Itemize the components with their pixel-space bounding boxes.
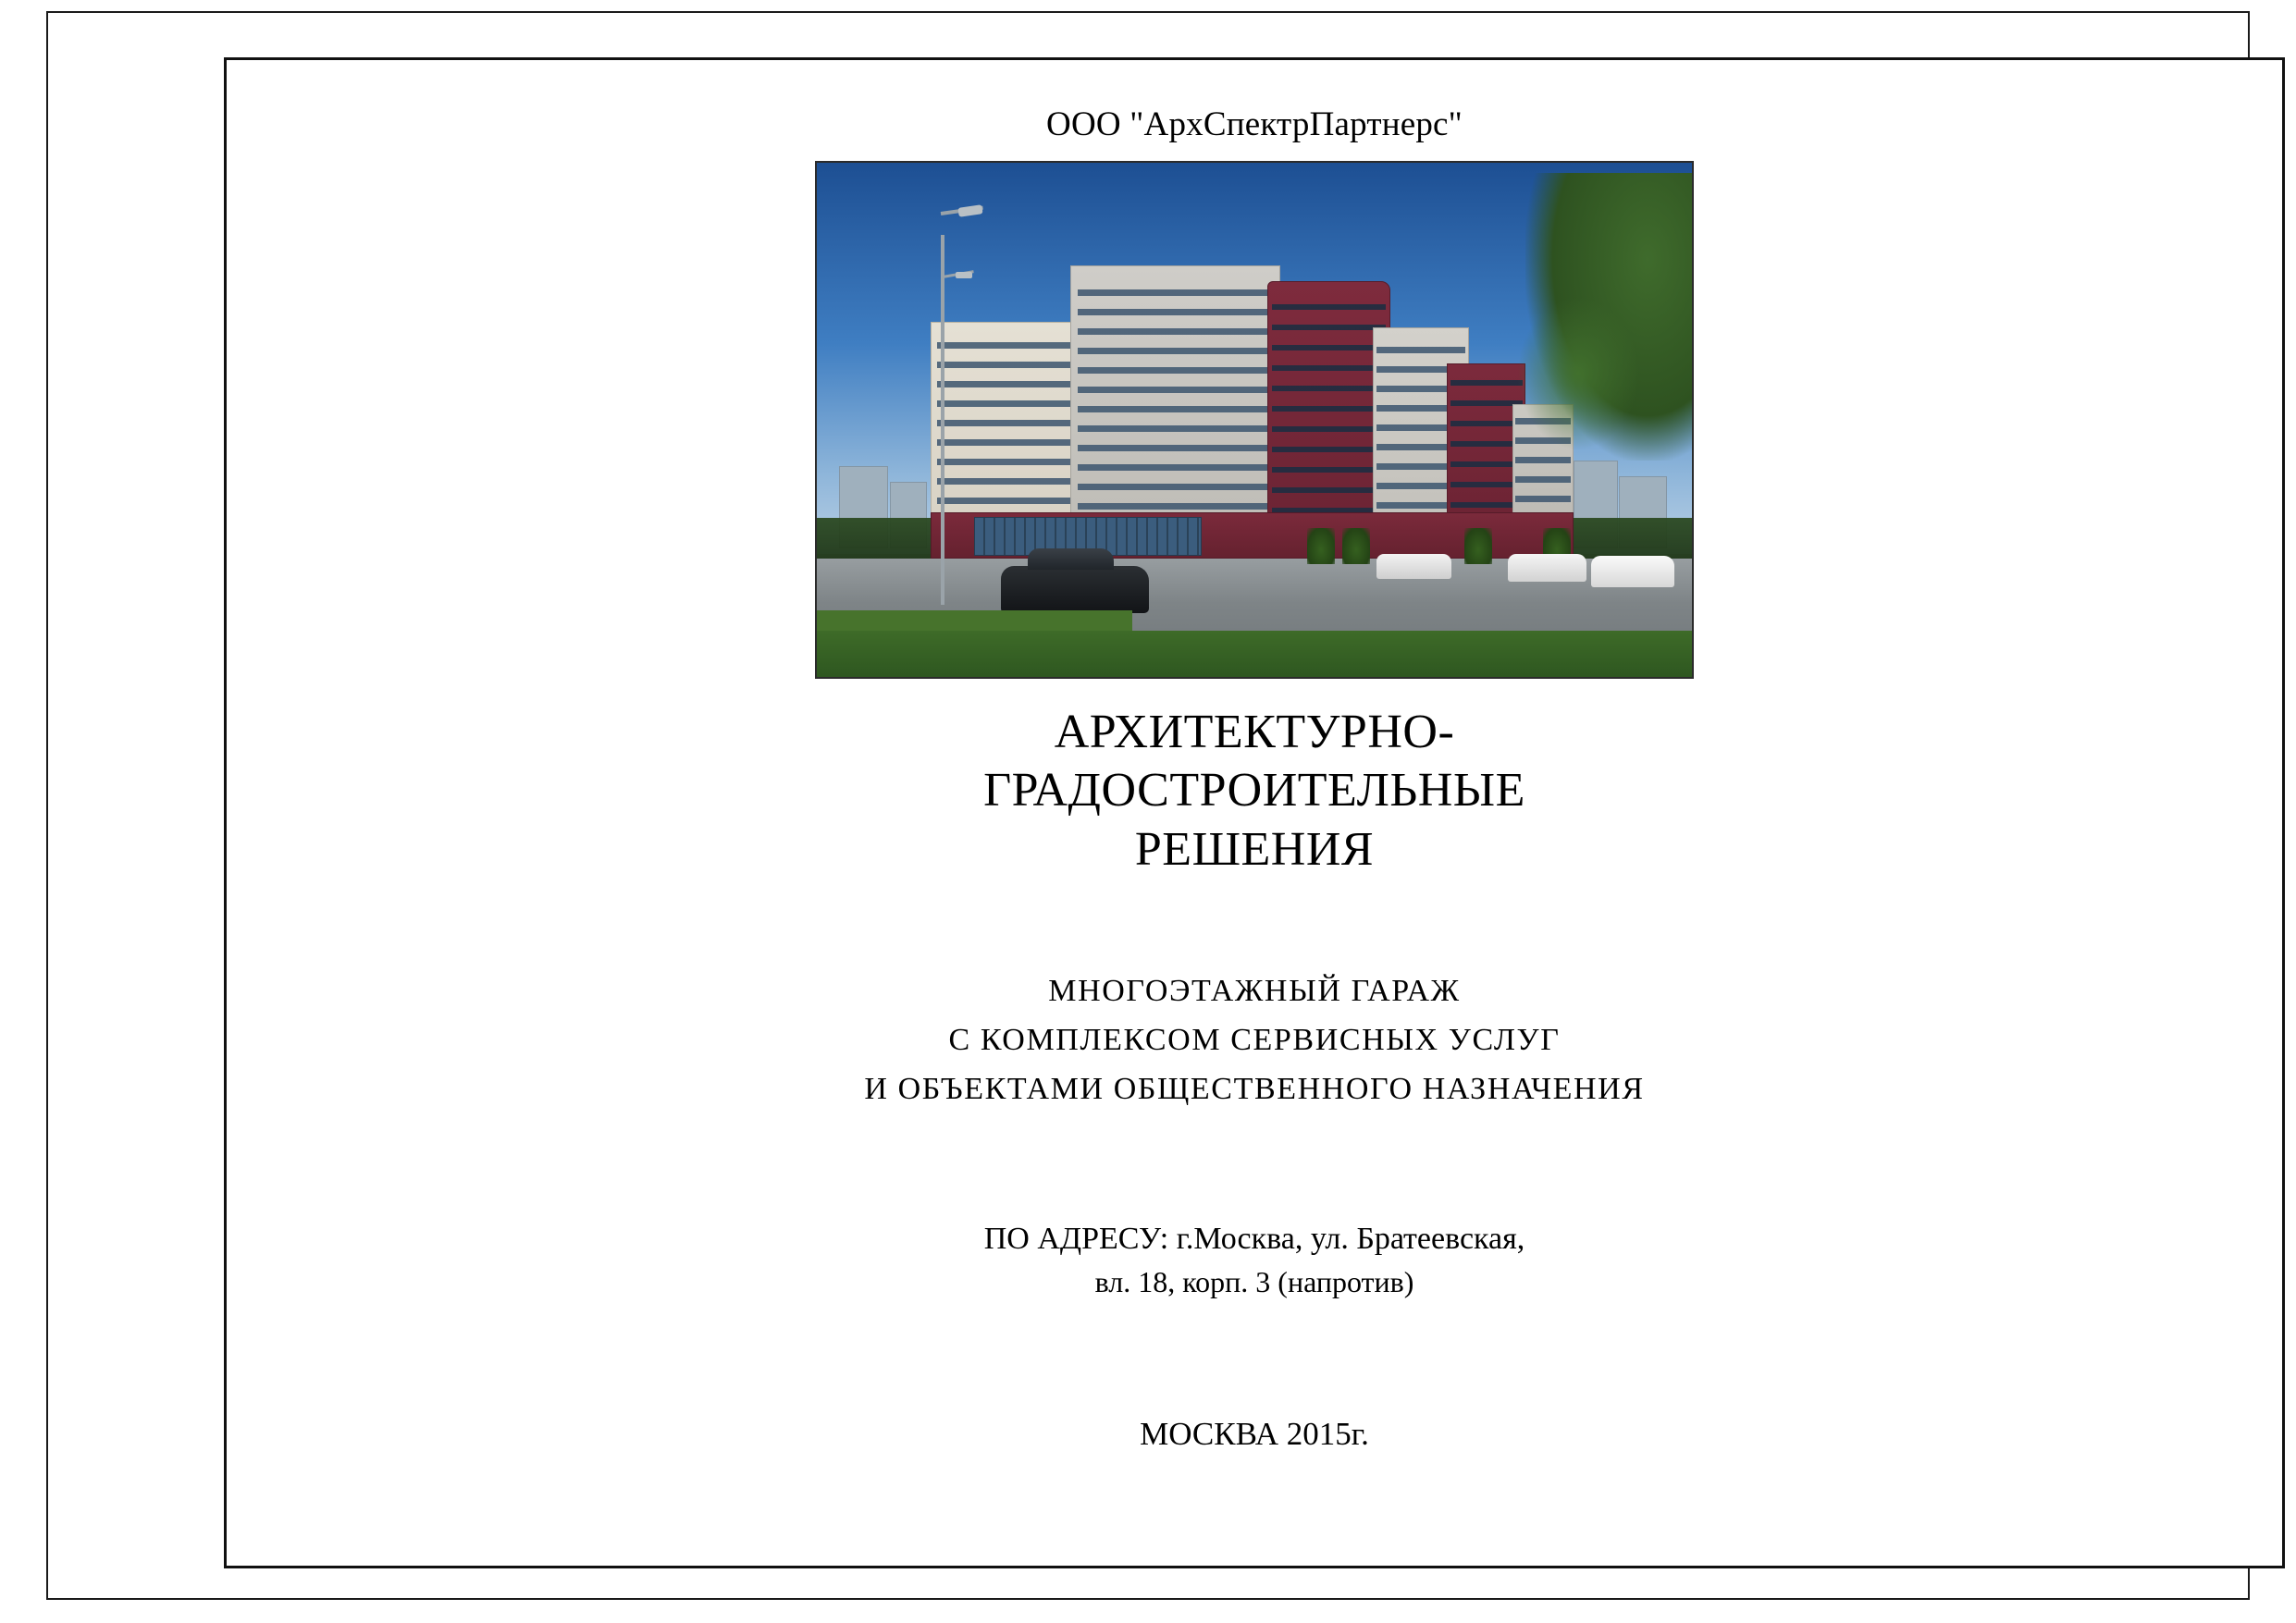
project-subtitle [227,967,2282,1113]
parked-car [1376,554,1450,580]
street-lamp-head [956,272,972,278]
project-address-line-1: ПО АДРЕСУ: г.Москва, ул. Братеевская, [983,1222,1525,1257]
parked-car [1001,566,1150,612]
window-bands [1272,304,1386,525]
project-address [227,1217,2282,1302]
document-footer: МОСКВА 2015г. [1140,1415,1369,1452]
foreground-tree [1517,297,1639,451]
window-bands [1450,380,1523,535]
project-address-line-2: вл. 18, корп. 3 (напротив) [1094,1264,1414,1298]
photo-lawn [817,631,1692,677]
shrub [1307,528,1335,564]
street-lamp-pole [941,235,944,605]
project-subtitle-line-3: И ОБЪЕКТАМИ ОБЩЕСТВЕННОГО НАЗНАЧЕНИЯ [864,1071,1645,1106]
drawing-frame [224,57,2285,1568]
page-title-line-2: ГРАДОСТРОИТЕЛЬНЫЕ [983,764,1525,818]
building-photo [815,161,1694,679]
page-title-line-3: РЕШЕНИЯ [1134,822,1375,876]
title-page-content [227,60,2282,1566]
page-title [227,703,2282,879]
window-bands [1078,289,1274,523]
parked-car [1508,554,1586,582]
page-sheet [46,11,2250,1600]
page-title-line-1: АРХИТЕКТУРНО- [1054,706,1455,758]
parked-car [1591,556,1674,586]
shrub [1464,528,1492,564]
shrub [1342,528,1370,564]
project-subtitle-line-2: С КОМПЛЕКСОМ СЕРВИСНЫХ УСЛУГ [948,1023,1561,1057]
company-name: ООО "АрхСпектрПартнерс" [1046,105,1463,143]
project-subtitle-line-1: МНОГОЭТАЖНЫЙ ГАРАЖ [1048,974,1461,1009]
